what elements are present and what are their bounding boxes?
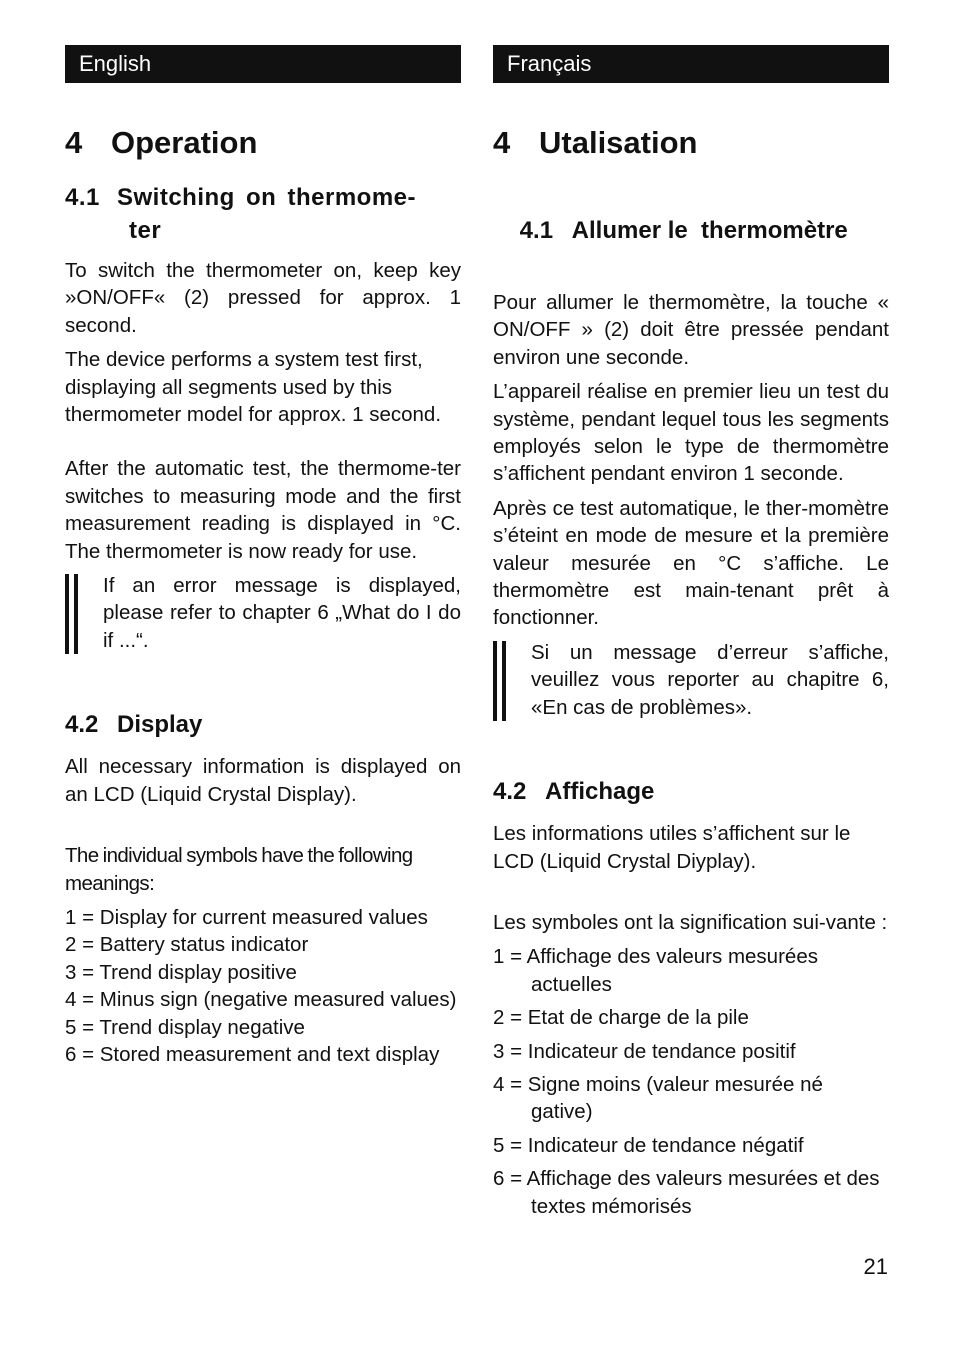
legend-item: 5 = Indicateur de tendance négatif xyxy=(493,1133,804,1157)
subsection-title-switching-on xyxy=(65,181,461,214)
legend-item: 4 = Minus sign (negative measured values) xyxy=(65,988,457,1012)
paragraph-symboles-intro: Les symboles ont la signification sui-vante : xyxy=(493,910,888,934)
subsection-title-text: Allumer le thermomètre xyxy=(571,217,848,244)
french-column xyxy=(493,45,889,1220)
subsection-number: 4.2 xyxy=(65,711,99,739)
legend-item: 6 = Stored measurement and text display xyxy=(65,1042,440,1066)
subsection-title-text: Display xyxy=(117,711,203,739)
legend-item: 6 = Affichage des valeurs mesurées et des textes mémorisés xyxy=(493,1167,880,1218)
symbol-legend-french xyxy=(493,943,889,1220)
error-note-english xyxy=(65,572,461,654)
section-title-text: Utalisation xyxy=(539,125,698,160)
note-text: If an error message is displayed, please refer to chapter 6 „What do I do if ...“. xyxy=(103,574,461,652)
language-header-french: Français xyxy=(493,45,889,83)
symbol-legend-english xyxy=(65,904,461,1068)
paragraph-automatic-test: After the automatic test, the thermome-ter switches to measuring mode and the first measurement reading is displayed in °C. The thermometer is now ready for use. xyxy=(65,457,461,563)
legend-item: 5 = Trend display negative xyxy=(65,1015,305,1039)
english-column xyxy=(65,45,461,1068)
legend-item: 2 = Battery status indicator xyxy=(65,933,309,957)
subsection-number: 4.2 xyxy=(493,778,527,806)
paragraph-symbols-intro: The individual symbols have the following meanings: xyxy=(65,844,413,895)
section-title-text: Operation xyxy=(111,125,258,160)
subsection-title-text: Affichage xyxy=(545,778,655,806)
legend-item: 1 = Display for current measured values xyxy=(65,905,428,929)
paragraph-affichage-info: Les informations utiles s’affichent sur le LCD (Liquid Crystal Diyplay). xyxy=(493,822,851,873)
subsection-title-allumer xyxy=(493,181,889,280)
legend-item: 3 = Trend display positive xyxy=(65,960,297,984)
legend-item: 1 = Affichage des valeurs mesurées actuelles xyxy=(493,945,818,996)
subsection-title-line1: Switching on thermome- xyxy=(117,184,417,211)
section-title-french xyxy=(493,125,889,161)
subsection-title-display xyxy=(65,708,461,741)
legend-item: 4 = Signe moins (valeur mesurée né gative) xyxy=(493,1072,823,1124)
subsection-title-continuation: ter xyxy=(129,217,162,244)
note-text: Si un message d’erreur s’affiche, veuillez vous reporter au chapitre 6, «En cas de problèmes». xyxy=(531,640,889,719)
paragraph-allumer: Pour allumer le thermomètre, la touche « ON/OFF » (2) doit être pressée pendant environ une seconde. xyxy=(493,291,889,369)
paragraph-test-automatique: Après ce test automatique, le ther-momètre s’éteint en mode de mesure et la première valeur mesurée en °C s’affiche. Le thermomètre est main-tenant prêt à fonctionner. xyxy=(493,496,889,630)
page-number: 21 xyxy=(863,1254,888,1279)
legend-item: 3 = Indicateur de tendance positif xyxy=(493,1039,796,1063)
subsection-number: 4.1 xyxy=(65,184,100,211)
section-title-english xyxy=(65,125,461,161)
legend-item: 2 = Etat de charge de la pile xyxy=(493,1006,749,1030)
paragraph-test-systeme: L’appareil réalise en premier lieu un test du système, pendant lequel tous les segments employés selon le type de thermomètre s’affichent pendant environ 1 seconde. xyxy=(493,380,889,486)
language-header-english: English xyxy=(65,45,461,83)
note-marker-icon xyxy=(493,641,507,721)
paragraph-display-info: All necessary information is displayed on an LCD (Liquid Crystal Display). xyxy=(65,755,461,806)
section-number: 4 xyxy=(65,125,83,160)
note-marker-icon xyxy=(65,574,79,654)
section-number: 4 xyxy=(493,125,511,160)
error-note-french xyxy=(493,639,889,721)
subsection-title-affichage xyxy=(493,775,889,808)
paragraph-system-test: The device performs a system test first, displaying all segments used by this thermometer model for approx. 1 second. xyxy=(65,348,442,427)
subsection-number: 4.1 xyxy=(519,217,554,244)
paragraph-switch-on: To switch the thermometer on, keep key »ON/OFF« (2) pressed for approx. 1 second. xyxy=(65,259,461,337)
